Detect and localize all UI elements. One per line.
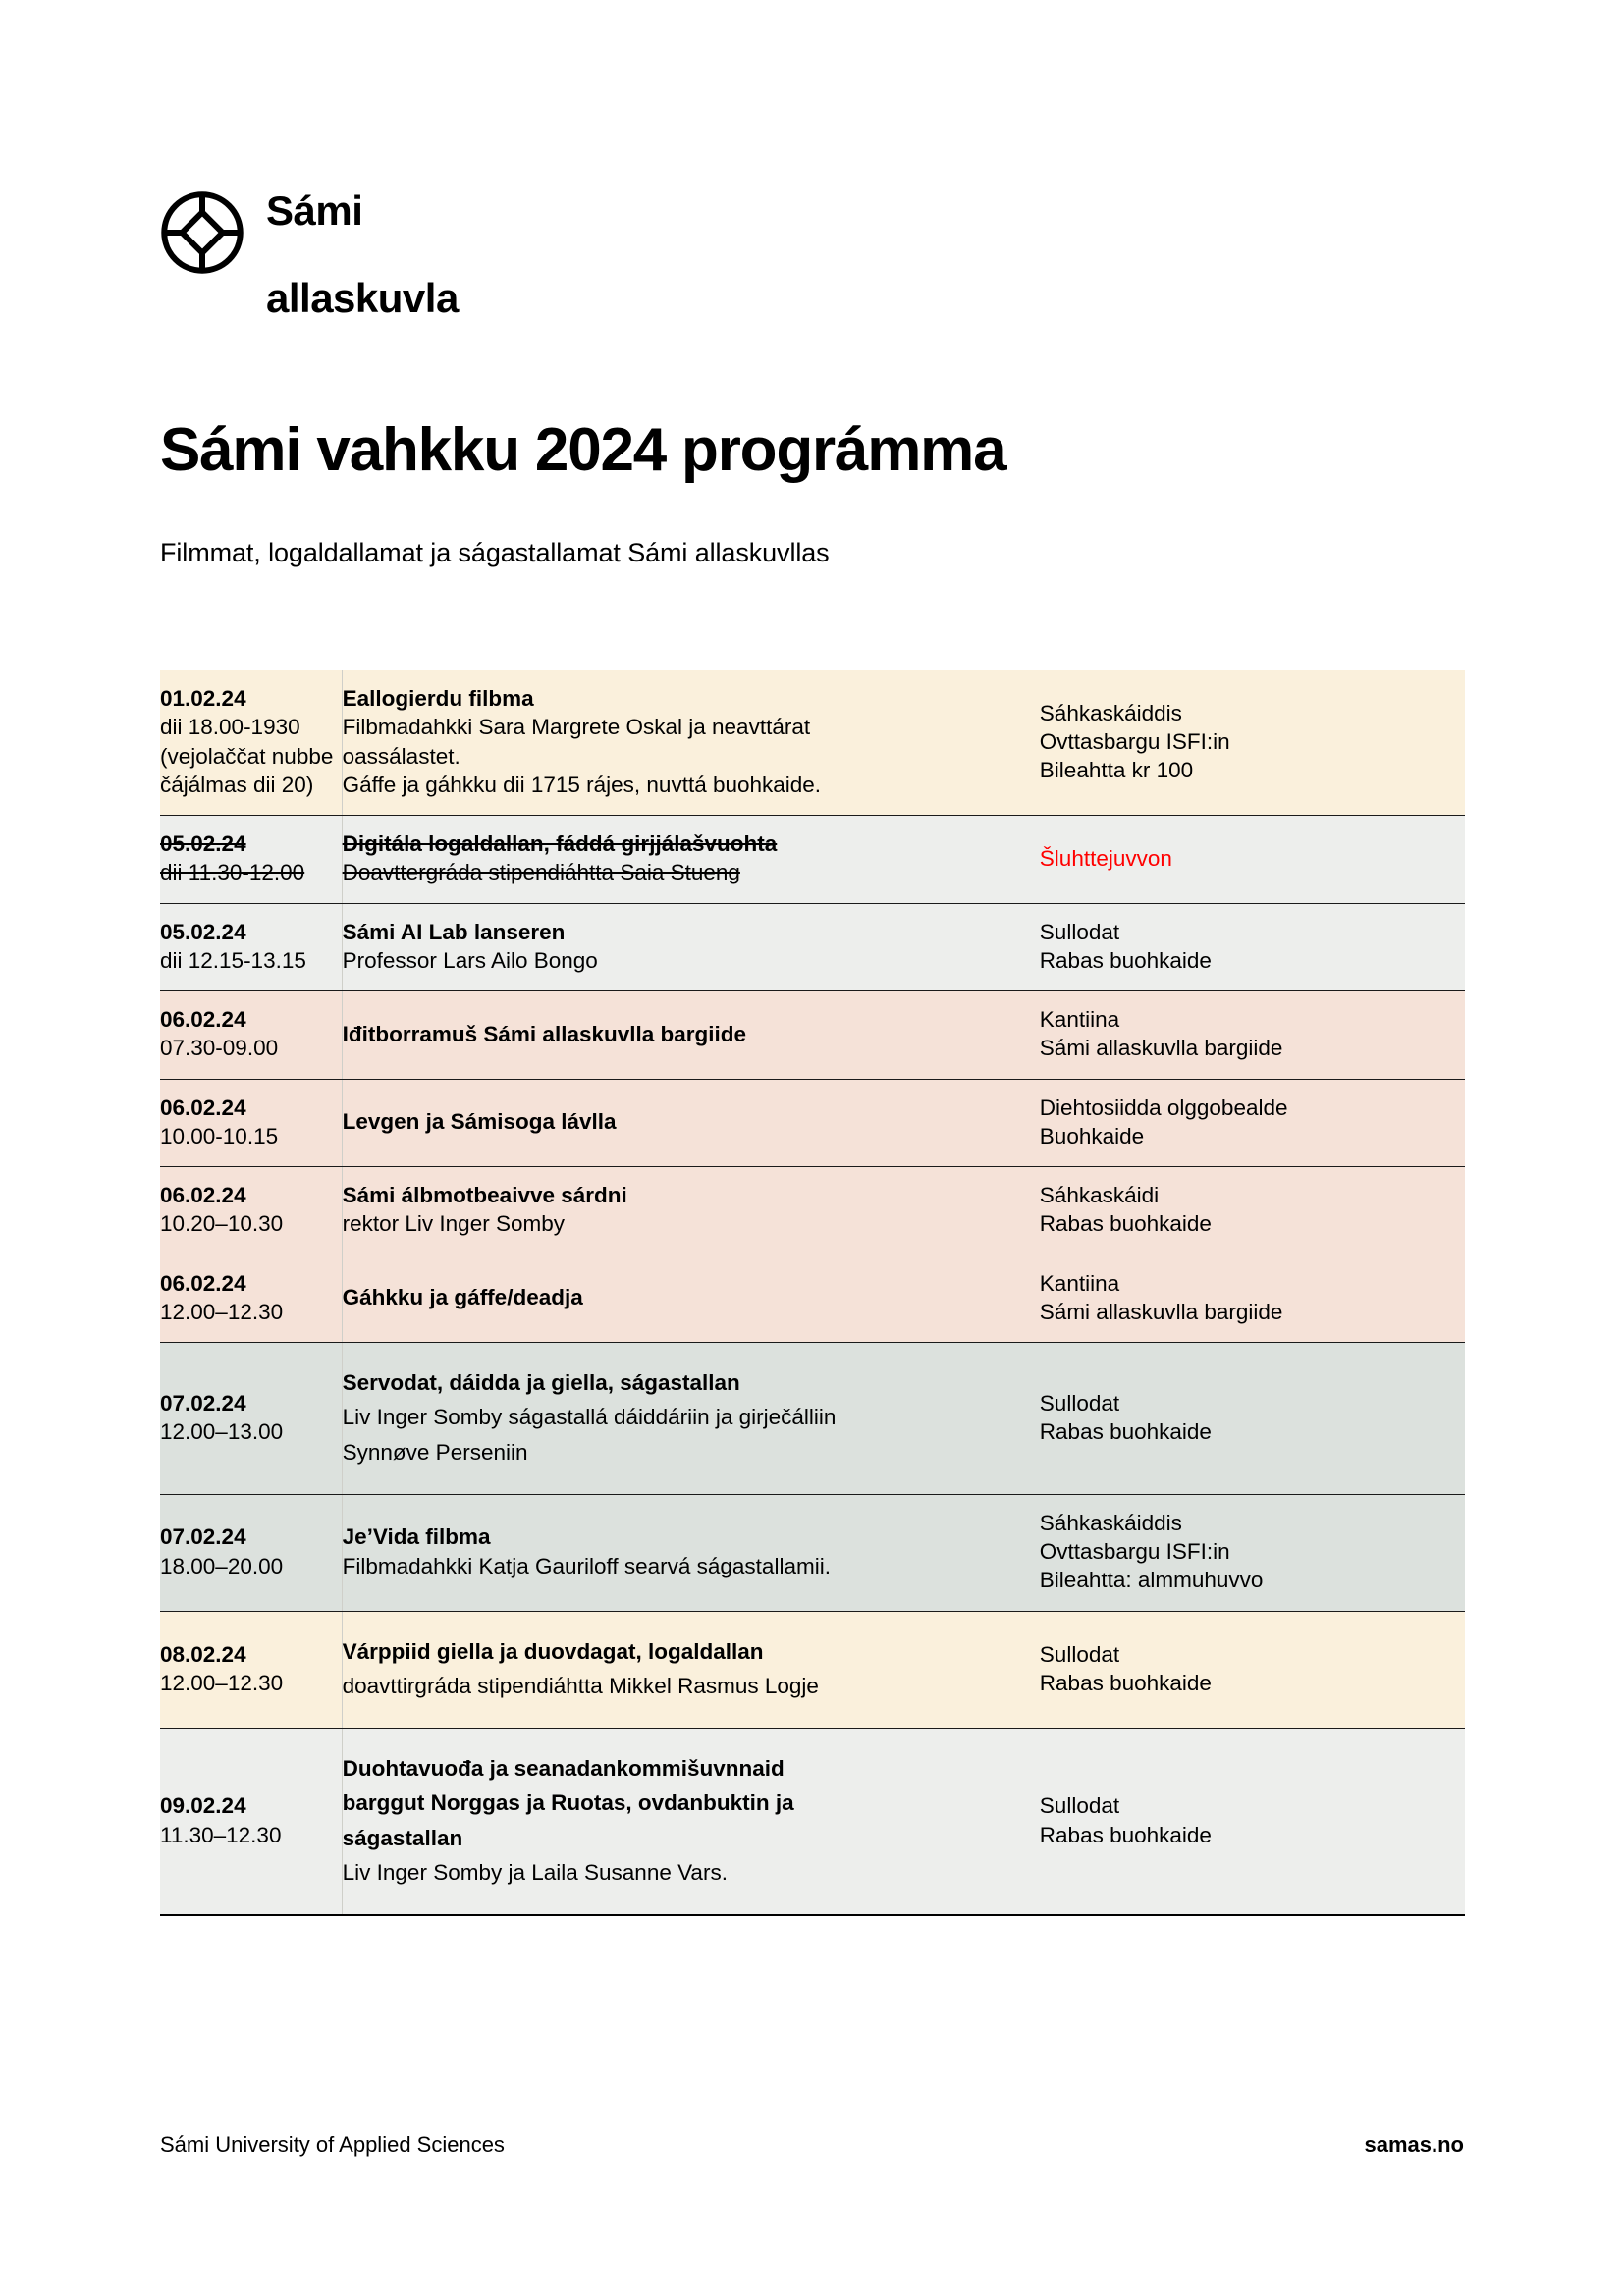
row-location-detail: Bileahtta: almmuhuvvo: [1039, 1568, 1264, 1593]
row-event-detail: Doavttergráda stipendiáhtta Saia Stueng: [342, 860, 740, 885]
row-date: 05.02.24: [160, 919, 246, 944]
cell-when: [160, 1729, 342, 1916]
row-location: Sullodat: [1039, 1641, 1120, 1667]
cell-when: [160, 1167, 342, 1255]
footer-website[interactable]: samas.no: [1364, 2132, 1464, 2157]
row-location-detail: Ovttasbargu ISFI:in: [1039, 728, 1230, 754]
row-location-detail: Sámi allaskuvlla bargiide: [1039, 1299, 1283, 1324]
row-location-detail: Rabas buohkaide: [1039, 1822, 1212, 1847]
row-event-detail: rektor Liv Inger Somby: [342, 1211, 565, 1237]
row-location: Diehtosiidda olggobealde: [1039, 1095, 1288, 1120]
row-location: Sullodat: [1039, 1390, 1120, 1415]
row-location-detail: Rabas buohkaide: [1039, 1418, 1212, 1444]
cell-when: [160, 1611, 342, 1729]
row-event-detail: oassálastet.: [342, 743, 460, 769]
row-date: 07.02.24: [160, 1524, 246, 1550]
page-title: Sámi vahkku 2024 prográmma: [160, 416, 1006, 484]
cell-where: [1040, 670, 1465, 816]
cell-when: [160, 1255, 342, 1343]
row-event-title: Levgen ja Sámisoga lávlla: [342, 1109, 617, 1135]
cell-when: [160, 1343, 342, 1495]
row-event-detail: Filbmadahkki Katja Gauriloff searvá ságastallamii.: [342, 1553, 831, 1578]
row-location: Sáhkaskáidi: [1039, 1183, 1160, 1207]
schedule-table: [160, 670, 1465, 1916]
row-time: 11.30–12.30: [160, 1822, 282, 1847]
page-subtitle: Filmmat, logaldallamat ja ságastallamat Sámi allaskuvllas: [160, 538, 830, 567]
row-event-detail: doavttirgráda stipendiáhtta Mikkel Rasmus Logje: [342, 1673, 819, 1698]
cell-where: [1040, 1494, 1465, 1611]
row-event-detail: Synnøve Perseniin: [342, 1439, 528, 1465]
row-date: 09.02.24: [160, 1793, 246, 1819]
row-location: Kantiina: [1039, 1007, 1120, 1032]
row-time: 12.00–13.00: [160, 1418, 284, 1444]
cell-what: [342, 670, 1040, 816]
row-event-detail: Liv Inger Somby ságastallá dáiddáriin ja girječálliin: [342, 1405, 837, 1430]
page-footer: [160, 2132, 1464, 2158]
footer-institution-name: Sámi University of Applied Sciences: [160, 2132, 505, 2157]
row-time: dii 11.30-12.00: [160, 860, 305, 885]
row-time-extra-1: (vejolaččat nubbe: [160, 743, 334, 769]
cell-where: [1040, 1611, 1465, 1729]
row-location-detail: Rabas buohkaide: [1039, 947, 1212, 973]
row-event-title: Iđitborramuš Sámi allaskuvlla bargiide: [342, 1021, 747, 1046]
row-time: 18.00–20.00: [160, 1553, 284, 1578]
row-location-detail: Rabas buohkaide: [1039, 1211, 1212, 1237]
brand-wordmark-line2: allaskuvla: [266, 274, 459, 321]
table-row: [160, 1167, 1465, 1255]
row-time: 10.00-10.15: [160, 1123, 279, 1148]
row-location-detail: Ovttasbargu ISFI:in: [1039, 1539, 1230, 1564]
cell-when: [160, 1079, 342, 1167]
row-event-title: Digitála logaldallan, fáddá girjjálašvuohta: [342, 831, 778, 856]
table-row: [160, 903, 1465, 991]
row-event-detail: Professor Lars Ailo Bongo: [342, 947, 598, 973]
row-date: 06.02.24: [160, 1183, 246, 1207]
status-badge: Šluhttejuvvon: [1039, 845, 1172, 871]
table-row: [160, 1079, 1465, 1167]
row-event-title: Várppiid giella ja duovdagat, logaldallan: [342, 1638, 764, 1664]
cell-where: [1040, 991, 1465, 1080]
row-event-detail: Liv Inger Somby ja Laila Susanne Vars.: [342, 1859, 728, 1885]
cell-when: [160, 816, 342, 904]
row-date: 07.02.24: [160, 1390, 246, 1415]
row-location: Sullodat: [1039, 1793, 1120, 1819]
cell-what: [342, 1079, 1040, 1167]
row-date: 06.02.24: [160, 1270, 246, 1296]
cell-what: [342, 1729, 1040, 1916]
cell-where: [1040, 1079, 1465, 1167]
brand-wordmark-line1: Sámi: [266, 187, 363, 234]
cell-what: [342, 1167, 1040, 1255]
brand-logo: [160, 145, 459, 320]
row-time: 12.00–12.30: [160, 1670, 284, 1695]
table-row: [160, 1494, 1465, 1611]
cell-what: [342, 903, 1040, 991]
row-time: 12.00–12.30: [160, 1299, 284, 1324]
cell-when: [160, 991, 342, 1080]
table-row: [160, 816, 1465, 904]
row-location: Kantiina: [1039, 1270, 1120, 1296]
cell-what: [342, 1494, 1040, 1611]
cell-where: [1040, 1167, 1465, 1255]
cell-where: [1040, 1255, 1465, 1343]
row-location-detail: Rabas buohkaide: [1039, 1670, 1212, 1695]
table-row: [160, 1255, 1465, 1343]
row-event-detail: Filbmadahkki Sara Margrete Oskal ja neavttárat: [342, 715, 811, 740]
row-location-detail: Buohkaide: [1039, 1123, 1145, 1148]
row-date: 06.02.24: [160, 1095, 246, 1120]
row-date: 05.02.24: [160, 831, 246, 856]
row-time: dii 12.15-13.15: [160, 947, 306, 973]
row-event-title: Servodat, dáidda ja giella, ságastallan: [342, 1370, 740, 1395]
row-event-title: ságastallan: [342, 1825, 463, 1850]
sami-allaskuvla-circle-diamond-logo: [160, 190, 244, 275]
row-event-title: barggut Norggas ja Ruotas, ovdanbuktin ja: [342, 1790, 794, 1816]
cell-what: [342, 1255, 1040, 1343]
row-time: 07.30-09.00: [160, 1036, 279, 1061]
cell-where: [1040, 1729, 1465, 1916]
row-location: Sáhkaskáiddis: [1039, 700, 1182, 725]
row-event-title: Sámi álbmotbeaivve sárdni: [342, 1183, 627, 1207]
row-date: 08.02.24: [160, 1641, 246, 1667]
row-event-title: Je’Vida filbma: [342, 1524, 491, 1550]
brand-wordmark: [266, 145, 459, 320]
table-row: [160, 670, 1465, 816]
row-event-title: Gáhkku ja gáffe/deadja: [342, 1285, 583, 1310]
row-event-title: Duohtavuođa ja seanadankommišuvnnaid: [342, 1756, 785, 1781]
row-event-detail: Gáffe ja gáhkku dii 1715 rájes, nuvttá buohkaide.: [342, 772, 822, 797]
cell-what: [342, 1343, 1040, 1495]
cell-when: [160, 903, 342, 991]
cell-where: [1040, 816, 1465, 904]
table-row: [160, 1729, 1465, 1916]
row-location-detail: Bileahtta kr 100: [1039, 758, 1194, 783]
cell-when: [160, 670, 342, 816]
table-row: [160, 991, 1465, 1080]
row-location-detail: Sámi allaskuvlla bargiide: [1039, 1036, 1283, 1061]
row-date: 01.02.24: [160, 686, 246, 711]
row-date: 06.02.24: [160, 1007, 246, 1032]
cell-what: [342, 991, 1040, 1080]
row-location: Sáhkaskáiddis: [1039, 1510, 1182, 1535]
row-time: 10.20–10.30: [160, 1211, 284, 1237]
cell-where: [1040, 903, 1465, 991]
row-event-title: Sámi AI Lab lanseren: [342, 919, 566, 944]
table-row: [160, 1343, 1465, 1495]
cell-when: [160, 1494, 342, 1611]
row-time: dii 18.00-1930: [160, 715, 300, 740]
cell-what: [342, 1611, 1040, 1729]
table-row: [160, 1611, 1465, 1729]
cell-what: [342, 816, 1040, 904]
row-location: Sullodat: [1039, 919, 1120, 944]
cell-where: [1040, 1343, 1465, 1495]
row-time-extra-2: čájálmas dii 20): [160, 772, 314, 797]
row-event-title: Eallogierdu filbma: [342, 686, 534, 711]
